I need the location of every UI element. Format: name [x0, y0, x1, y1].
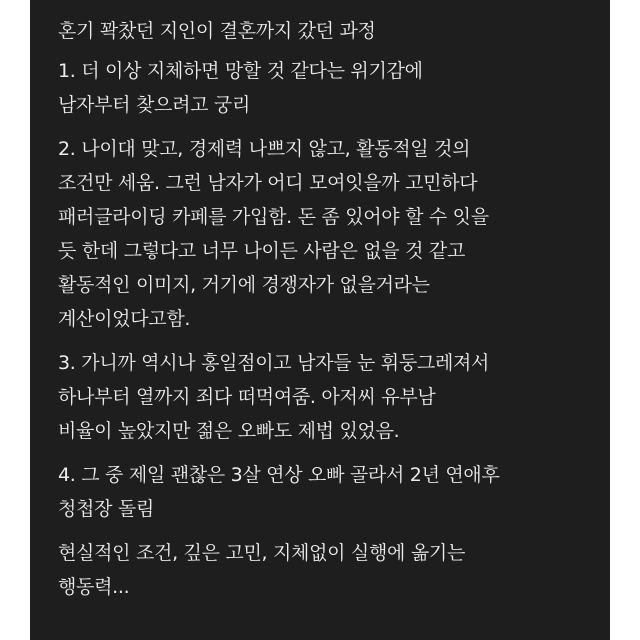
paragraph-line: 행동력...: [58, 576, 130, 598]
post-title: 혼기 꽉찼던 지인이 결혼까지 갔던 과정: [58, 20, 376, 42]
paragraph-4: [58, 458, 610, 526]
paragraph-line: 2. 나이대 맞고, 경제력 나쁘지 않고, 활동적일 것의: [58, 138, 471, 160]
paragraph-line: 1. 더 이상 지체하면 망할 것 같다는 위기감에: [58, 60, 423, 82]
paragraph-line: 4. 그 중 제일 괜찮은 3살 연상 오빠 골라서 2년 연애후: [58, 464, 500, 486]
paragraph-line: 듯 한데 그렇다고 너무 나이든 사람은 없을 것 같고: [58, 240, 465, 262]
paragraph-line: 활동적인 이미지, 거기에 경쟁자가 없을거라는: [58, 274, 430, 296]
paragraph-3: [58, 346, 610, 448]
paragraph-line: 하나부터 열까지 죄다 떠먹여줌. 아저씨 유부남: [58, 386, 436, 408]
paragraph-line: 남자부터 찾으려고 궁리: [58, 94, 251, 116]
paragraph-line: 조건만 세움. 그런 남자가 어디 모여잇을까 고민하다: [58, 172, 478, 194]
paragraph-line: 비율이 높았지만 젊은 오빠도 제법 있었음.: [58, 420, 400, 442]
paragraph-line: 현실적인 조건, 깊은 고민, 지체없이 실행에 옮기는: [58, 542, 465, 564]
paragraph-line: 3. 가니까 역시나 홍일점이고 남자들 눈 휘둥그레져서: [58, 352, 490, 374]
post-panel: [30, 0, 610, 640]
paragraph-1: [58, 54, 610, 122]
paragraph-line: 계산이었다고함.: [58, 308, 191, 330]
paragraph-line: 패러글라이딩 카페를 가입함. 돈 좀 있어야 할 수 잇을: [58, 206, 489, 228]
paragraph-2: [58, 132, 610, 336]
paragraph-5: [58, 536, 610, 604]
paragraph-line: 청첩장 돌림: [58, 498, 155, 520]
